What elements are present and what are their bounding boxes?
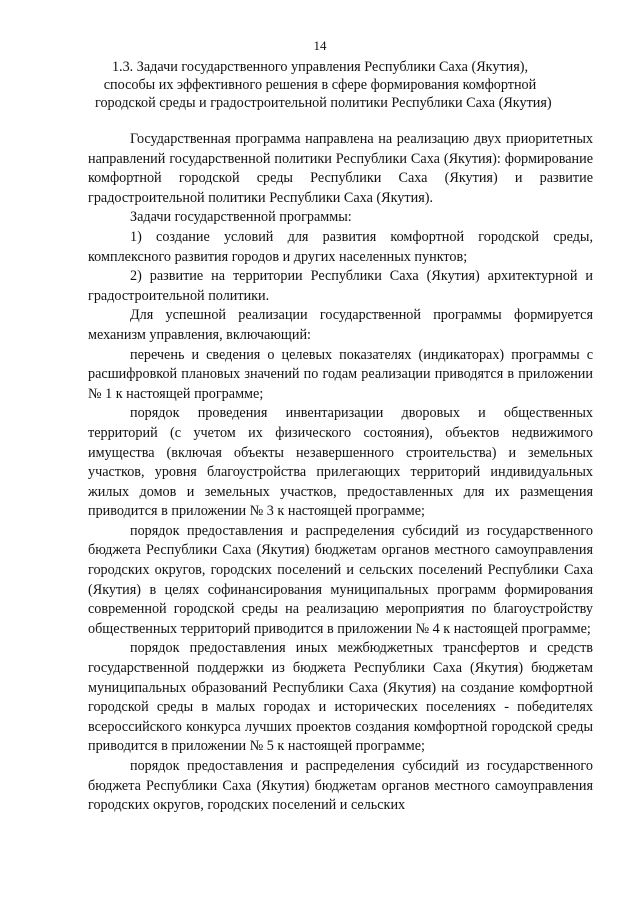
paragraph-task-2: 2) развитие на территории Республики Саха (Якутия) архитектурной и градостроительной политики.: [88, 268, 593, 304]
paragraph-tasks-intro: Задачи государственной программы:: [130, 209, 352, 226]
paragraph-subsidies: порядок предоставления и распределения субсидий из государственного бюджета Республики Саха (Якутия) бюджетам органов местного самоуправления городских округов, городских поселений и сельских поселений Республики Саха (Якутия) в целях софинансирования муниципальных программ формирования современной городской среды на реализацию мероприятия по благоустройству общественных территорий приводится в приложении № 4 к настоящей программе;: [88, 522, 593, 637]
paragraph-transfers: порядок предоставления иных межбюджетных трансфертов и средств государственной поддержки из бюджета Республики Саха (Якутия) бюджетам муниципальных образований Республики Саха (Якутия) на создание комфортной городской среды в малых городах и исторических поселениях - победителях всероссийского конкурса лучших проектов создания комфортной городской среды приводится в приложении № 5 к настоящей программе;: [88, 640, 593, 755]
paragraph-mechanism-intro: Для успешной реализации государственной программы формируется механизм управления, включающий:: [88, 307, 593, 343]
paragraph-program-directions: Государственная программа направлена на реализацию двух приоритетных направлений государственной политики Республики Саха (Якутия): формирование комфортной городской среды Республики Саха (Якутия) и развитие градостроительной политики Республики Саха (Якутия).: [88, 131, 593, 206]
section-heading-line: городской среды и градостроительной политики Республики Саха (Якутия): [95, 95, 552, 111]
paragraph-task-1: 1) создание условий для развития комфортной городской среды, комплексного развития городов и других населенных пунктов;: [88, 228, 593, 265]
section-heading: [95, 58, 552, 112]
paragraph-subsidies-continued: порядок предоставления и распределения субсидий из государственного бюджета Республики Саха (Якутия) бюджетам органов местного самоуправления городских округов, городских поселений и сельских: [88, 758, 593, 814]
paragraph-indicators: перечень и сведения о целевых показателях (индикаторах) программы с расшифровкой плановых значений по годам реализации приводятся в приложении № 1 к настоящей программе;: [88, 346, 593, 402]
page-number: 14: [313, 38, 327, 53]
paragraph-inventory: порядок проведения инвентаризации дворовых и общественных территорий (с учетом их физического состояния), объектов недвижимого имущества (включая объекты незавершенного строительства) и земельных участков, уровня благоустройства прилегающих территорий индивидуальных жилых домов и земельных участков, предоставленных для их размещения приводится в приложении № 3 к настоящей программе;: [88, 405, 593, 520]
body-text: [88, 130, 593, 816]
section-heading-line: способы их эффективного решения в сфере формирования комфортной: [103, 77, 537, 93]
section-heading-line: 1.3. Задачи государственного управления Республики Саха (Якутия),: [111, 59, 529, 75]
